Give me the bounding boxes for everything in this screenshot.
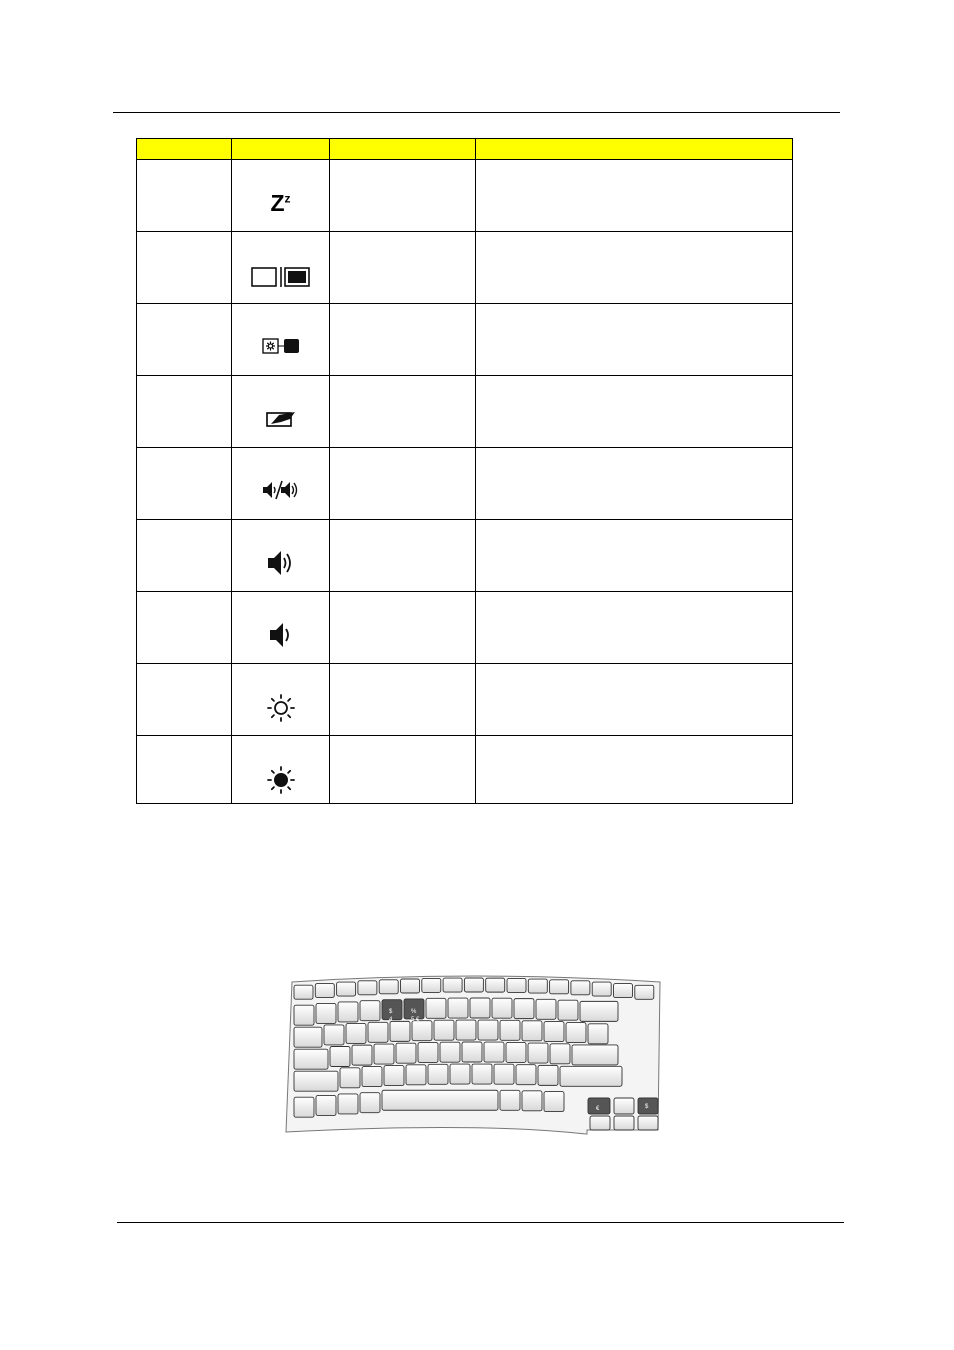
table-row: [137, 376, 793, 448]
function-cell: [330, 664, 476, 736]
keyboard-key: [450, 1064, 470, 1084]
speaker-toggle-icon: [262, 480, 300, 500]
description-cell: [476, 592, 793, 664]
icon-cell: [232, 376, 330, 448]
keyboard-key: [390, 1021, 410, 1041]
table-row: [137, 232, 793, 304]
keyboard-key: [614, 1098, 634, 1114]
keyboard-key: [368, 1022, 388, 1042]
table-row: [137, 592, 793, 664]
function-cell: [330, 736, 476, 804]
keyboard-key: [426, 998, 446, 1018]
keyboard-key: [544, 1092, 564, 1112]
keyboard-key: [358, 981, 377, 995]
hotkey-cell: [137, 304, 232, 376]
hotkey-cell: [137, 736, 232, 804]
function-cell: [330, 160, 476, 232]
keyboard-key: [590, 1116, 610, 1130]
touchpad-toggle-icon: [265, 410, 297, 428]
keyboard-key: [500, 1090, 520, 1110]
description-cell: [476, 736, 793, 804]
keyboard-key: [352, 1045, 372, 1065]
keyboard-key: [516, 1065, 536, 1085]
keyboard-key: [538, 1065, 558, 1085]
description-cell: [476, 664, 793, 736]
header-cell-hotkey: [137, 139, 232, 160]
sleep-glyph-sup: z: [284, 191, 291, 206]
keyboard-key: [486, 978, 505, 992]
keyboard-layout-illustration: [274, 968, 676, 1144]
table-header-row: [137, 139, 793, 160]
table-row: [137, 664, 793, 736]
function-cell: [330, 520, 476, 592]
brightness-up-icon: [267, 766, 295, 794]
table-row: [137, 160, 793, 232]
keyboard-key: [316, 1003, 336, 1023]
keyboard-key: [294, 1027, 322, 1047]
volume-down-icon: [269, 622, 293, 648]
hotkey-cell: [137, 664, 232, 736]
header-cell-icon: [232, 139, 330, 160]
header-rule: [113, 112, 840, 113]
icon-cell: [232, 232, 330, 304]
keyboard-key: [443, 978, 462, 992]
function-cell: [330, 376, 476, 448]
keyboard-key: [492, 998, 512, 1018]
keyboard-key: [478, 1020, 498, 1040]
keyboard-key: [294, 1049, 328, 1069]
keyboard-key: [337, 982, 356, 996]
icon-cell: [232, 448, 330, 520]
keyboard-key: [294, 1005, 314, 1025]
keyboard-key: [544, 1022, 564, 1042]
function-cell: [330, 232, 476, 304]
keyboard-key: [522, 1091, 542, 1111]
keyboard-key: [338, 1094, 358, 1114]
keyboard-key: [422, 978, 441, 992]
keyboard-key: [514, 999, 534, 1019]
keyboard-key: [406, 1065, 426, 1085]
keyboard-key: [558, 1000, 578, 1020]
euro-key-top-label: $: [389, 1009, 393, 1015]
header-cell-description: [476, 139, 793, 160]
keyboard-key: [382, 1090, 498, 1110]
table-row: [137, 304, 793, 376]
keyboard-key: [340, 1068, 360, 1088]
icon-cell: [232, 160, 330, 232]
sleep-icon: [270, 190, 290, 217]
keyboard-key: [418, 1043, 438, 1063]
keyboard-key: [360, 1001, 380, 1021]
keyboard-key: [522, 1021, 542, 1041]
keyboard-key: [560, 1066, 622, 1086]
keyboard-key: [374, 1044, 394, 1064]
keyboard-key: [412, 1021, 432, 1041]
keyboard-key: [462, 1042, 482, 1062]
euro-key-bottom-label: 4: [389, 1017, 393, 1023]
keyboard-key: [635, 985, 654, 999]
hotkey-cell: [137, 232, 232, 304]
keyboard-key: [571, 981, 590, 995]
description-cell: [476, 232, 793, 304]
header-cell-function: [330, 139, 476, 160]
keyboard-key: [401, 979, 420, 993]
keyboard-key: [614, 984, 633, 998]
keyboard-key: [506, 1042, 526, 1062]
function-cell: [330, 304, 476, 376]
euro-key2-bottom-label: 5 €: [411, 1017, 420, 1023]
keyboard-key: [580, 1001, 618, 1021]
keyboard-key: [316, 1095, 336, 1115]
keyboard-key: [330, 1046, 350, 1066]
keyboard-key: [324, 1025, 344, 1045]
table-row: [137, 736, 793, 804]
display-toggle-icon: [250, 266, 312, 288]
keyboard-key: [294, 1097, 314, 1117]
keyboard-key: [472, 1064, 492, 1084]
keyboard-key: [346, 1023, 366, 1043]
keyboard-key: [572, 1045, 618, 1065]
table-row: [137, 448, 793, 520]
keyboard-key: [448, 998, 468, 1018]
keyboard-key: [464, 978, 483, 992]
keyboard-key: [338, 1002, 358, 1022]
hotkey-cell: [137, 448, 232, 520]
screen-blank-icon: [262, 338, 300, 354]
keyboard-key: [528, 979, 547, 993]
icon-cell: [232, 736, 330, 804]
keyboard-key: [294, 985, 313, 999]
hotkey-cell: [137, 592, 232, 664]
icon-cell: [232, 664, 330, 736]
hotkey-cell: [137, 376, 232, 448]
keyboard-key: [379, 980, 398, 994]
table-row: [137, 520, 793, 592]
right-key-left-label: €: [596, 1106, 600, 1112]
keyboard-key: [500, 1020, 520, 1040]
keyboard-key: [566, 1023, 586, 1043]
description-cell: [476, 520, 793, 592]
keyboard-key: [434, 1020, 454, 1040]
keyboard-key: [528, 1043, 548, 1063]
keyboard-key: [360, 1093, 380, 1113]
keyboard-key: [362, 1067, 382, 1087]
keyboard-key: [384, 1066, 404, 1086]
description-cell: [476, 304, 793, 376]
icon-cell: [232, 520, 330, 592]
keyboard-key: [440, 1042, 460, 1062]
function-cell: [330, 448, 476, 520]
keyboard-key: [294, 1071, 338, 1091]
brightness-down-icon: [267, 694, 295, 722]
keyboard-key: [507, 978, 526, 992]
keyboard-key: [550, 1044, 570, 1064]
keyboard-key: [470, 998, 490, 1018]
icon-cell: [232, 304, 330, 376]
description-cell: [476, 160, 793, 232]
keyboard-key: [638, 1116, 658, 1130]
euro-key2-top-label: %: [411, 1009, 417, 1015]
sleep-glyph: Z: [270, 190, 285, 216]
keyboard-key: [592, 982, 611, 996]
description-cell: [476, 448, 793, 520]
keyboard-key: [484, 1042, 504, 1062]
keyboard-key: [456, 1020, 476, 1040]
keyboard-key: [536, 999, 556, 1019]
function-cell: [330, 592, 476, 664]
keyboard-key: [315, 984, 334, 998]
right-key-right-label: $: [645, 1104, 649, 1110]
volume-up-icon: [267, 550, 295, 576]
hotkey-cell: [137, 520, 232, 592]
hotkey-cell: [137, 160, 232, 232]
keyboard-key: [550, 980, 569, 994]
keyboard-key: [494, 1064, 514, 1084]
hotkey-table: [136, 138, 793, 804]
keyboard-key: [614, 1116, 634, 1130]
keyboard-key: [428, 1064, 448, 1084]
footer-rule: [117, 1222, 844, 1223]
keyboard-key: [588, 1024, 608, 1044]
icon-cell: [232, 592, 330, 664]
keyboard-key: [396, 1043, 416, 1063]
description-cell: [476, 376, 793, 448]
